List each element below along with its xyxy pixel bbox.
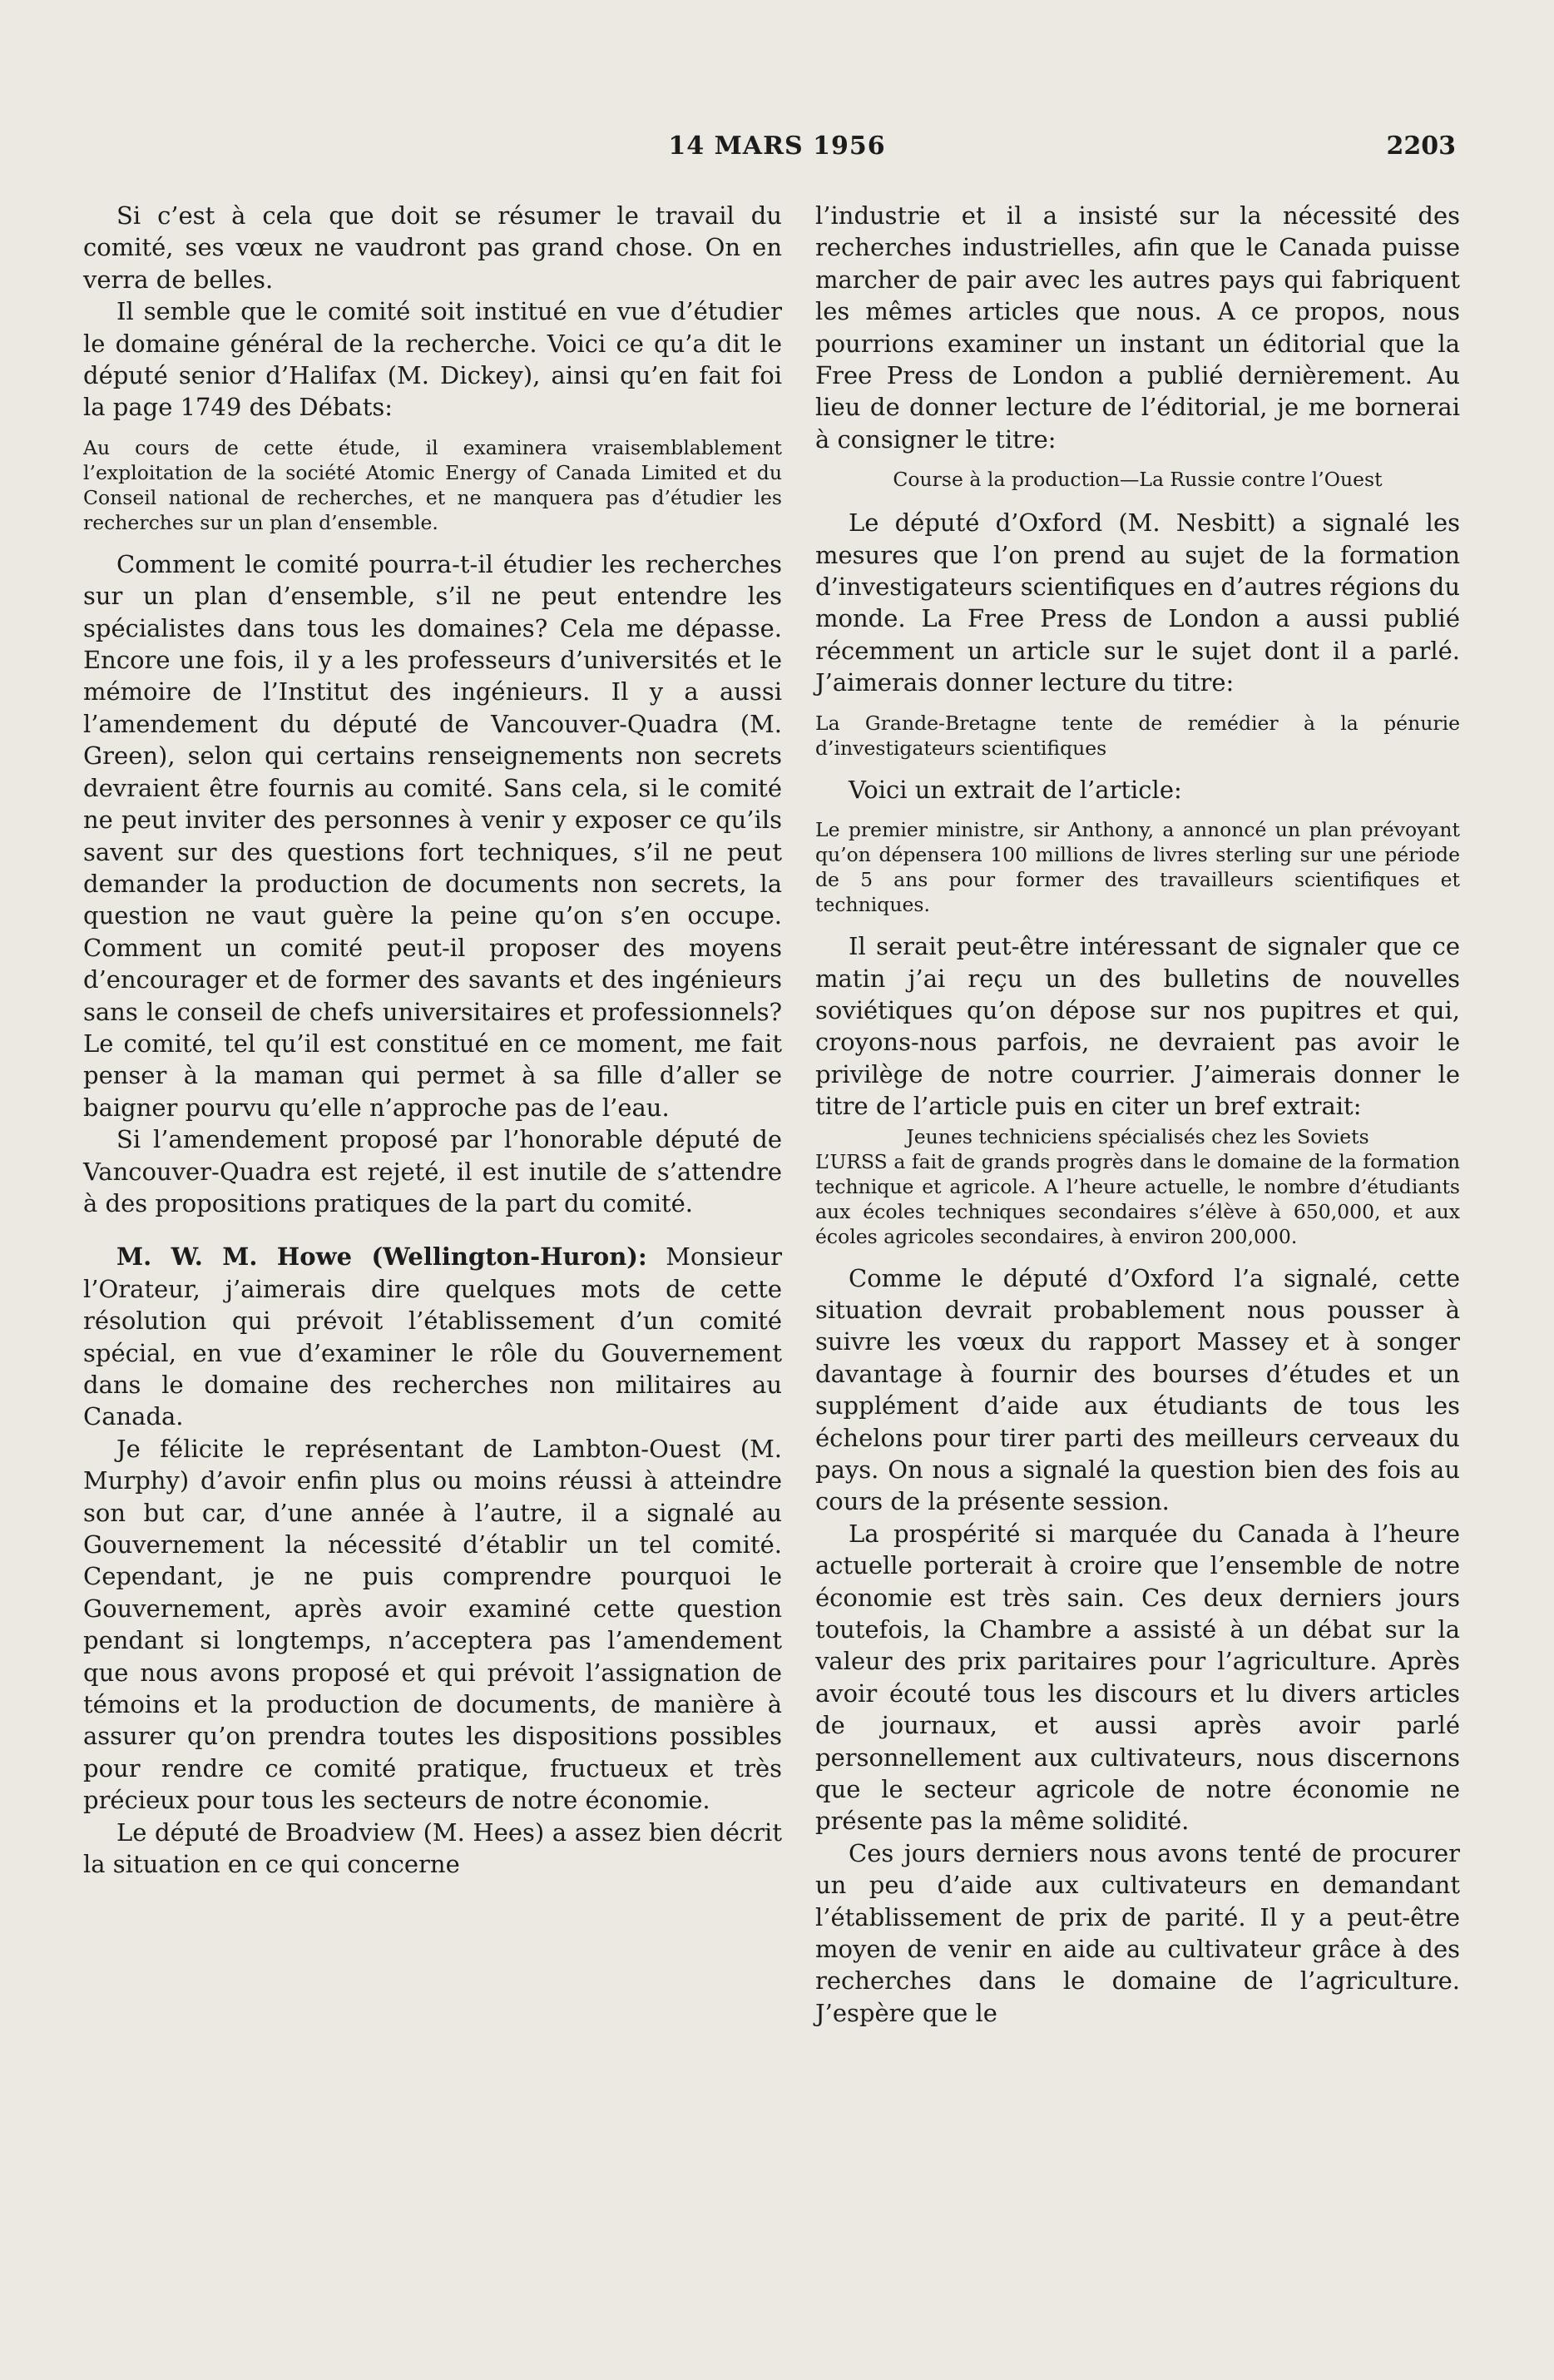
paragraph: Comment le comité pourra-t-il étudier les recherches sur un plan d’ensemble, s’il ne peut entendre les spécialistes dans tous les domaines? Cela me dépasse. Encore une fois, il y a les professeurs d’universités et le mémoire de l’Institut des ingénieurs. Il y a aussi l’amendement du député de Vancouver-Quadra (M. Green), selon qui certains renseignements non secrets devraient être fournis au comité. Sans cela, si le comité ne peut inviter des personnes à venir y exposer ce qu’ils savent sur des questions fort techniques, s’il ne peut demander la production de documents non secrets, la question ne vaut guère la peine qu’on s’en occupe. Comment un comité peut-il proposer des moyens d’encourager et de former des savants et des ingénieurs sans le conseil de chefs universitaires et professionnels? Le comité, tel qu’il est constitué en ce moment, me fait penser à la maman qui permet à sa fille d’aller se baigner pourvu qu’elle n’approche pas de l’eau. (83, 549, 782, 1122)
paragraph: Le député de Broadview (M. Hees) a assez bien décrit la situation en ce qui concerne (83, 1817, 782, 1879)
right-column (815, 200, 1460, 2029)
speaker-name: M. W. M. Howe (Wellington-Huron): (116, 1242, 647, 1272)
paragraph: Il semble que le comité soit institué en vue d’étudier le domaine général de la recherche. Voici ce qu’a dit le député senior d’Halifax (M. Dickey), ainsi qu’en fait foi la page 1749 des Débats: (83, 297, 782, 422)
quoted-title (815, 711, 1460, 761)
quoted-title (815, 467, 1460, 492)
speech-text: Monsieur l’Orateur, j’aimerais dire quelques mots de cette résolution qui prévoit l’établissement d’un comité spécial, en vue d’examiner le rôle du Gouvernement dans le domaine des recherches non militaires au Canada. (83, 1242, 782, 1431)
paragraph: Si c’est à cela que doit se résumer le travail du comité, ses vœux ne vaudront pas grand chose. On en verra de belles. (83, 201, 782, 294)
paragraph: Il serait peut-être intéressant de signaler que ce matin j’ai reçu un des bulletins de nouvelles soviétiques qu’on dépose sur nos pupitres et qui, croyons-nous parfois, ne devraient pas avoir le privilège de notre courrier. J’aimerais donner le titre de l’article puis en citer un bref extrait: (815, 932, 1460, 1121)
page-number: 2203 (1386, 131, 1456, 161)
block-quote (815, 1124, 1460, 1249)
quote-text: Le premier ministre, sir Anthony, a annoncé un plan prévoyant qu’on dépensera 100 millions de livres sterling sur une période de 5 ans pour former des travailleurs scientifiques et techniques. (815, 818, 1460, 917)
paragraph: Voici un extrait de l’article: (849, 775, 1182, 804)
paragraph: La prospérité si marquée du Canada à l’heure actuelle porterait à croire que l’ensemble de notre économie est très sain. Ces deux derniers jours toutefois, la Chambre a assisté à un débat sur la valeur des prix paritaires pour l’agriculture. Après avoir écouté tous les discours et lu divers articles de journaux, et aussi après avoir parlé personnellement aux cultivateurs, nous discernons que le secteur agricole de notre économie ne présente pas la même solidité. (815, 1519, 1460, 1836)
quote-text: L’URSS a fait de grands progrès dans le domaine de la formation technique et agricole. A l’heure actuelle, le nombre d’étudiants aux écoles techniques secondaires s’élève à 650,000, et aux écoles agricoles secondaires, à environ 200,000. (815, 1149, 1460, 1248)
block-quote (83, 435, 782, 535)
paragraph: Ces jours derniers nous avons tenté de procurer un peu d’aide aux cultivateurs en demandant l’établissement de prix de parité. Il y a peut-être moyen de venir en aide au cultivateur grâce à des recherches dans le domaine de l’agriculture. J’espère que le (815, 1838, 1460, 2027)
quote-text: Au cours de cette étude, il examinera vraisemblablement l’exploitation de la société Atomic Energy of Canada Limited et du Conseil national de recherches, et ne manquera pas d’étudier les recherches sur un plan d’ensemble. (83, 435, 782, 534)
left-column (83, 200, 782, 1881)
quote-title-text: Jeunes techniciens spécialisés chez les Soviets (906, 1124, 1369, 1148)
paragraph: Comme le député d’Oxford l’a signalé, cette situation devrait probablement nous pousser à suivre les vœux du rapport Massey et à songer davantage à fournir des bourses d’études et un supplément d’aide aux étudiants de tous les échelons pour tirer parti des meilleurs cerveaux du pays. On nous a signalé la question bien des fois au cours de la présente session. (815, 1263, 1460, 1516)
speaker-paragraph (83, 1241, 782, 1432)
paragraph: Le député d’Oxford (M. Nesbitt) a signalé les mesures que l’on prend au sujet de la formation d’investigateurs scientifiques en d’autres régions du monde. La Free Press de London a aussi publié récemment un article sur le sujet dont il a parlé. J’aimerais donner lecture du titre: (815, 508, 1460, 697)
paragraph: Je félicite le représentant de Lambton-Ouest (M. Murphy) d’avoir enfin plus ou moins réussi à atteindre son but car, d’une année à l’autre, il a signalé au Gouvernement la nécessité d’établir un tel comité. Cependant, je ne puis comprendre pourquoi le Gouvernement, après avoir examiné cette question pendant si longtemps, n’acceptera pas l’amendement que nous avons proposé et qui prévoit l’assignation de témoins et la production de documents, de manière à assurer qu’on prendra toutes les dispositions possibles pour rendre ce comité pratique, fructueux et très précieux pour tous les secteurs de notre économie. (83, 1434, 782, 1815)
page-header (0, 131, 1554, 173)
block-quote (815, 817, 1460, 917)
quote-title-text: Course à la production—La Russie contre l’Ouest (893, 468, 1383, 492)
header-date: 14 MARS 1956 (668, 131, 886, 161)
spacer (83, 1219, 782, 1241)
quote-title-text: La Grande-Bretagne tente de remédier à la pénurie d’investigateurs scientifiques (815, 711, 1460, 760)
paragraph: l’industrie et il a insisté sur la nécessité des recherches industrielles, afin que le Canada puisse marcher de pair avec les autres pays qui fabriquent les mêmes articles que nous. A ce propos, nous pourrions examiner un instant un éditorial que la Free Press de London a publié dernièrement. Au lieu de donner lecture de l’éditorial, je me bornerai à consigner le titre: (815, 201, 1460, 454)
paragraph: Si l’amendement proposé par l’honorable député de Vancouver-Quadra est rejeté, il est inutile de s’attendre à des propositions pratiques de la part du comité. (83, 1125, 782, 1217)
